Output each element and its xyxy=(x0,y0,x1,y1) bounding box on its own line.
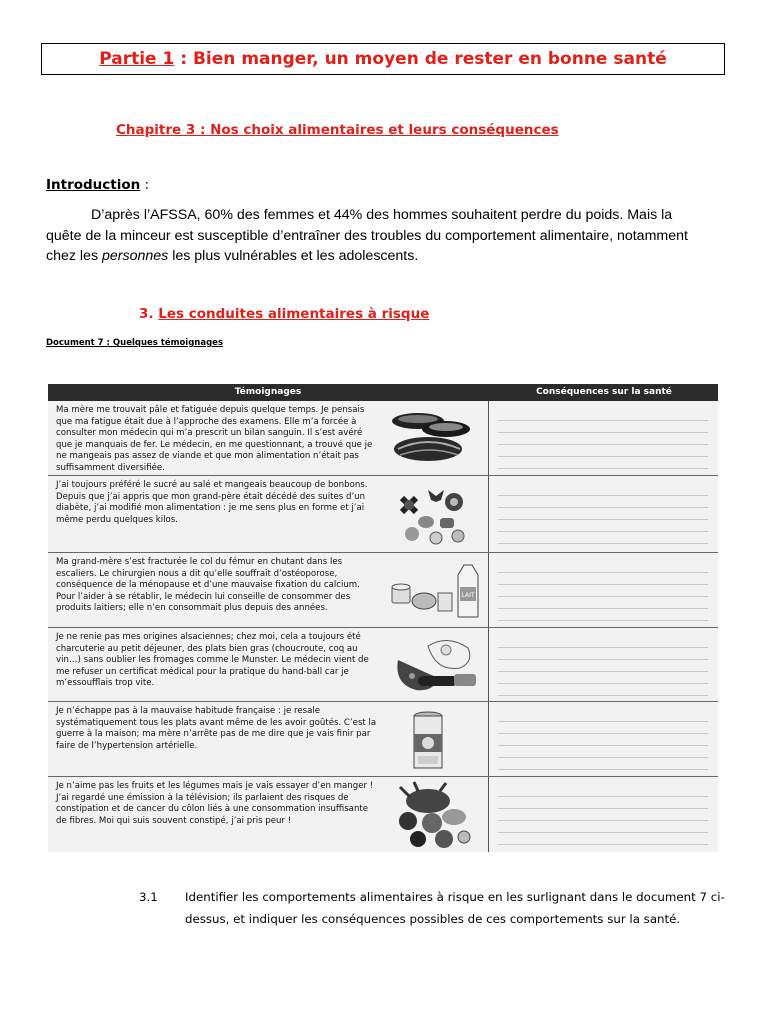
table-row xyxy=(48,401,718,476)
table-header xyxy=(48,384,718,401)
section-title: Les conduites alimentaires à risque xyxy=(158,306,430,322)
testimony-text: Je n’aime pas les fruits et les légumes mais je vais essayer d’en manger ! J’ai regardé une émission à la télévision; ils parlaient des risques de constipation et de cancer du côlon liés à une consommation insuffisante de fibres. Moi qui suis souvent constipé, j’ai pris peur ! xyxy=(56,781,374,826)
part-title: : Bien manger, un moyen de rester en bonne santé xyxy=(174,49,667,69)
answer-lines xyxy=(498,785,708,845)
candies-image xyxy=(388,480,483,548)
dairy-image xyxy=(388,557,483,623)
intro-paragraph xyxy=(46,205,706,267)
meat-image xyxy=(388,407,483,471)
table-row xyxy=(48,476,718,553)
header-consequences: Conséquences sur la santé xyxy=(536,387,672,397)
intro-text-1: D’après l’AFSSA, 60% des femmes et 44% des hommes souhaitent perdre du poids. Mais la quête de la minceur est susceptible d’entraîner des troubles du comportement alimentaire, notamment chez les xyxy=(46,207,688,264)
answer-lines xyxy=(498,409,708,469)
chapter-heading: Chapitre 3 : Nos choix alimentaires et leurs conséquences xyxy=(116,122,559,138)
testimonies-table xyxy=(48,384,718,852)
part-label: Partie 1 xyxy=(99,49,175,69)
testimony-text: J’ai toujours préféré le sucré au salé et mangeais beaucoup de bonbons. Depuis que j’ai appris que mon grand-père était décédé des suites d’un diabète, j’ai modifié mon alimentation : je me sens plus en forme et j’ai même perdu quelques kilos. xyxy=(56,480,368,525)
intro-text-emphasis: personnes xyxy=(102,248,169,264)
table-row xyxy=(48,702,718,777)
question-text: Identifier les comportements alimentaires à risque en les surlignant dans le document 7 ci-dessus, et indiquer les conséquences possibles de ces comportements sur la santé. xyxy=(185,890,725,926)
answer-lines xyxy=(498,710,708,770)
charcuterie-image xyxy=(388,632,483,698)
testimony-text: Je n’échappe pas à la mauvaise habitude française : je resale systématiquement tous les plats avant même de les avoir goûtés. C’est la guerre à la maison; ma mère n’arrête pas de me dire que je vais finir par faire de l’hypertension artérielle. xyxy=(56,706,377,751)
document-label: Document 7 : Quelques témoignages xyxy=(46,338,224,348)
table-row xyxy=(48,553,718,628)
intro-colon: : xyxy=(140,177,150,193)
intro-text-2: les plus vulnérables et les adolescents. xyxy=(168,248,419,264)
section-heading xyxy=(139,306,429,322)
answer-lines xyxy=(498,561,708,621)
answer-lines xyxy=(498,484,708,544)
page-title xyxy=(41,43,725,75)
intro-label: Introduction xyxy=(46,177,141,193)
milk-bottle-label: LAIT xyxy=(461,592,475,599)
testimony-text: Je ne renie pas mes origines alsaciennes; chez moi, cela a toujours été charcuterie au petit déjeuner, des plats bien gras (choucroute, coq au vin…) sans oublier les fromages comme le Munster. Le médecin vient de me refuser un certificat médical pour la pratique du hand-ball car je m’essoufflais trop vite. xyxy=(56,632,369,688)
section-number: 3. xyxy=(139,306,154,322)
table-row xyxy=(48,777,718,852)
salt-image xyxy=(388,706,483,772)
answer-lines xyxy=(498,636,708,696)
vegetables-image xyxy=(388,781,483,851)
intro-heading xyxy=(46,177,149,193)
table-row xyxy=(48,628,718,702)
header-testimonies: Témoignages xyxy=(234,387,302,397)
testimony-text: Ma mère me trouvait pâle et fatiguée depuis quelque temps. Je pensais que ma fatigue était due à l’approche des examens. Elle m’a forcée à consulter mon médecin qui m’a prescrit un bilan sanguin. Il s’est avéré que je manquais de fer. Le médecin, en me questionnant, a trouvé que je ne mangeais pas assez de viande et que mon alimentation n’était pas suffisamment diversifiée. xyxy=(56,405,373,473)
testimony-text: Ma grand-mère s’est fracturée le col du fémur en chutant dans les escaliers. Le chirurgien nous a dit qu’elle souffrait d’ostéoporose, conséquence de la ménopause et d’une mauvaise fixation du calcium. Pour l’aider à se rétablir, le médecin lui conseille de consommer des produits laitiers; elle n’en consommait plus depuis des années. xyxy=(56,557,360,613)
question-number: 3.1 xyxy=(139,890,158,904)
